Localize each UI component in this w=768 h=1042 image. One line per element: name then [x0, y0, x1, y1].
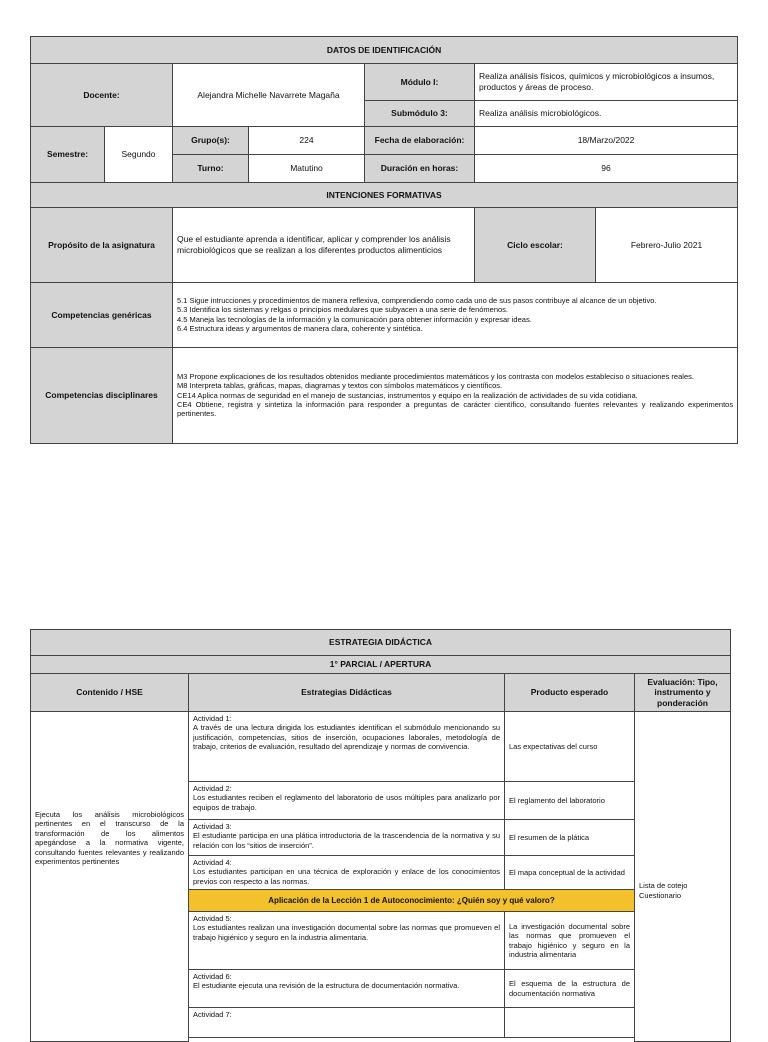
actividad-text: Los estudiantes realizan una investigación documental sobre las normas que promueven el trabajo higiénico y seguro en la industria alimentaria. — [193, 923, 500, 942]
identification-table — [30, 36, 738, 444]
modulo-value: Realiza análisis físicos, químicos y microbiológicos a insumos, productos y áreas de proceso. — [475, 64, 738, 100]
grupo-value: 224 — [249, 127, 365, 155]
genericas-list — [173, 282, 738, 347]
col-contenido: Contenido / HSE — [31, 674, 189, 712]
docente-label: Docente: — [31, 64, 173, 127]
generica-item: 5.1 Sigue intrucciones y procedimientos de manera reflexiva, comprendiendo como cada uno de sus pasos contribuye al alcance de un objetivo. — [177, 296, 657, 306]
actividad-title: Actividad 6: — [193, 972, 232, 981]
modulo-label: Módulo I: — [365, 64, 475, 100]
producto-cell: El reglamento del laboratorio — [505, 782, 635, 820]
ciclo-label: Ciclo escolar: — [475, 208, 596, 283]
evaluacion-item: Cuestionario — [639, 890, 682, 900]
producto-cell: Las expectativas del curso — [505, 712, 635, 782]
fecha-label: Fecha de elaboración: — [365, 127, 475, 155]
actividad-cell — [189, 1008, 505, 1038]
docente-value: Alejandra Michelle Navarrete Magaña — [173, 64, 365, 127]
duracion-value: 96 — [475, 155, 738, 182]
actividad-title: Actividad 3: — [193, 822, 232, 831]
actividad-text: El estudiante ejecuta una revisión de la estructura de documentación normativa. — [193, 981, 460, 991]
generica-item: 4.5 Maneja las tecnologías de la información y la comunicación para obtener información y expresar ideas. — [177, 314, 532, 324]
actividad-title: Actividad 2: — [193, 784, 232, 793]
evaluacion-item: Lista de cotejo — [639, 881, 688, 891]
intenciones-title: INTENCIONES FORMATIVAS — [31, 182, 738, 207]
actividad-cell — [189, 970, 505, 1008]
identification-title: DATOS DE IDENTIFICACIÓN — [31, 37, 738, 64]
turno-label: Turno: — [173, 155, 249, 182]
disciplinar-item: CE14 Aplica normas de seguridad en el manejo de sustancias, instrumentos y equipo en la realización de actividades de su vida cotidiana. — [177, 390, 638, 400]
disciplinares-list — [173, 347, 738, 443]
parcial-title: 1° PARCIAL / APERTURA — [31, 656, 731, 674]
actividad-cell — [189, 820, 505, 856]
actividad-cell — [189, 912, 505, 970]
actividad-title: Actividad 7: — [193, 1010, 232, 1019]
genericas-label: Competencias genéricas — [31, 282, 173, 347]
strategy-table — [30, 629, 731, 1042]
producto-cell — [505, 1008, 635, 1038]
generica-item: 6.4 Estructura ideas y argumentos de manera clara, coherente y sintética. — [177, 324, 423, 334]
col-evaluacion: Evaluación: Tipo, instrumento y ponderación — [635, 674, 731, 712]
contenido-cell: Ejecuta los análisis microbiológicos pertinentes en el transcurso de la transformación de los alimentos apegándose a la normativa vigente, consultando fuentes relevantes y realizando experimentos pertinentes — [31, 712, 189, 1042]
disciplinar-item: M8 Interpreta tablas, gráficas, mapas, diagramas y textos con símbolos matemáticos y científicos. — [177, 381, 503, 391]
actividad-title: Actividad 5: — [193, 914, 232, 923]
actividad-title: Actividad 1: — [193, 714, 232, 723]
strategy-title: ESTRATEGIA DIDÁCTICA — [31, 630, 731, 656]
producto-cell: La investigación documental sobre las normas que promueven el trabajo higiénico y seguro en la industria alimentaria — [505, 912, 635, 970]
grupo-label: Grupo(s): — [173, 127, 249, 155]
disciplinar-item: CE4 Obtiene, registra y sintetiza la información para responder a preguntas de carácter científico, consultando fuentes relevantes y realizando experimentos pertinentes. — [177, 400, 734, 419]
leccion-banner: Aplicación de la Lección 1 de Autoconocimiento: ¿Quién soy y qué valoro? — [189, 890, 635, 912]
producto-cell: El esquema de la estructura de documentación normativa — [505, 970, 635, 1008]
col-estrategias: Estrategias Didácticas — [189, 674, 505, 712]
generica-item: 5.3 Identifica los sistemas y relgas o principios medulares que subyacen a una serie de fenómenos. — [177, 305, 509, 315]
evaluacion-cell — [635, 712, 731, 1042]
producto-cell: El mapa conceptual de la actividad — [505, 856, 635, 890]
producto-cell: El resumen de la plática — [505, 820, 635, 856]
actividad-text: A través de una lectura dirigida los estudiantes identifican el submódulo mencionando su justificación, competencias, sitios de inserción, ocupaciones laborales, metodología de trabajo, criterios de evaluación, resultado del aprendizaje y normas de convivencia. — [193, 723, 500, 752]
actividad-cell — [189, 782, 505, 820]
actividad-cell — [189, 856, 505, 890]
actividad-text: Los estudiantes reciben el reglamento del laboratorio de usos múltiples para analizarlo por equipos de trabajo. — [193, 793, 500, 812]
col-producto: Producto esperado — [505, 674, 635, 712]
actividad-text: Los estudiantes participan en una técnica de exploración y enlace de los conocimientos previos con respecto a las normas. — [193, 867, 500, 886]
proposito-label: Propósito de la asignatura — [31, 208, 173, 283]
actividad-text: El estudiante participa en una plática introductoria de la trascendencia de la normativa y su relación con los “sitios de inserción”. — [193, 831, 500, 850]
semestre-label: Semestre: — [31, 127, 105, 183]
submodulo-label: Submódulo 3: — [365, 100, 475, 126]
turno-value: Matutino — [249, 155, 365, 182]
disciplinar-item: M3 Propone explicaciones de los resultados obtenidos mediante procedimientos matemáticos y los contrasta con modelos estableciso o situaciones reales. — [177, 371, 694, 381]
semestre-value: Segundo — [105, 127, 173, 183]
duracion-label: Duración en horas: — [365, 155, 475, 182]
actividad-title: Actividad 4: — [193, 858, 232, 867]
submodulo-value: Realiza análisis microbiológicos. — [475, 100, 738, 126]
ciclo-value: Febrero-Julio 2021 — [596, 208, 738, 283]
actividad-cell — [189, 712, 505, 782]
disciplinares-label: Competencias disciplinares — [31, 347, 173, 443]
proposito-value: Que el estudiante aprenda a identificar, aplicar y comprender los análisis microbiológicos que se realizan a los diferentes productos alimenticios — [173, 208, 475, 283]
fecha-value: 18/Marzo/2022 — [475, 127, 738, 155]
